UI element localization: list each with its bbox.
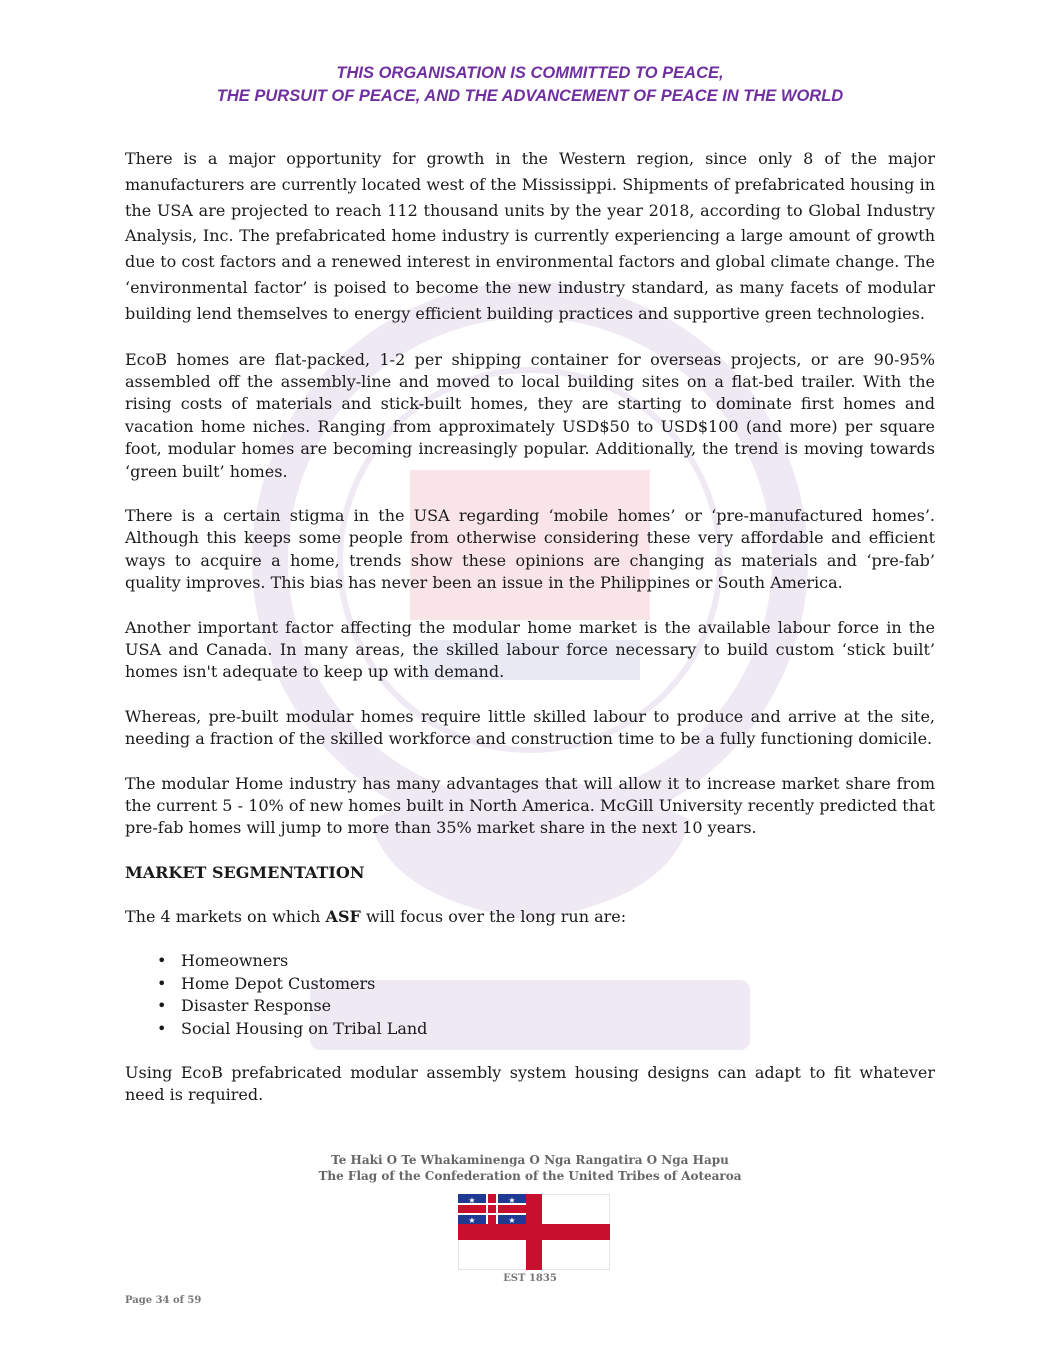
section-heading: MARKET SEGMENTATION [125,862,365,882]
document-body [125,146,935,1107]
list-item: • Homeowners [181,950,935,972]
paragraph-conclusion: Using EcoB prefabricated modular assembly system housing designs can adapt to fit whatever need is required. [125,1062,935,1105]
footer-line-2: The Flag of the Confederation of the United Tribes of Aotearoa [318,1169,742,1183]
list-item: • Social Housing on Tribal Land [181,1018,935,1040]
page-number: Page 34 of 59 [125,1295,202,1306]
svg-text:★: ★ [468,1196,476,1205]
paragraph-market-share: The modular Home industry has many advantages that will allow it to increase market share from the current 5 - 10% of new homes built in North America. McGill University recently predicted that pre-fab homes will jump to more than 35% market share in the next 10 years. [125,773,935,838]
intro-text-after: will focus over the long run are: [360,906,627,926]
list-item: • Disaster Response [181,995,935,1017]
paragraph-ecob-homes: EcoB homes are flat-packed, 1-2 per shipping container for overseas projects, or are 90-95% assembled off the assembly-line and moved to local building sites on a flat-bed trailer. With the rising costs of materials and stick-built homes, they are starting to dominate first homes and vacation home niches. Ranging from approximately USD$50 to USD$100 (and more) per square foot, modular homes are becoming increasingly popular. Additionally, the trend is moving towards ‘green built’ homes. [125,349,935,481]
footer-line-1: Te Haki O Te Whakaminenga O Nga Rangatira O Nga Hapu [331,1153,729,1167]
established-label: EST 1835 [503,1273,557,1284]
svg-text:★: ★ [508,1196,516,1205]
paragraph-labour: Another important factor affecting the modular home market is the available labour force in the USA and Canada. In many areas, the skilled labour force necessary to build custom ‘stick built’ homes isn't adequate to keep up with demand. [125,617,935,682]
markets-intro [125,906,935,928]
svg-text:★: ★ [508,1216,516,1225]
list-item: • Home Depot Customers [181,973,935,995]
header-line-2: THE PURSUIT OF PEACE, AND THE ADVANCEMENT OF PEACE IN THE WORLD [216,87,844,105]
page-header [0,62,1060,108]
intro-text-before: The 4 markets on which [125,906,326,926]
paragraph-growth: There is a major opportunity for growth in the Western region, since only 8 of the major manufacturers are currently located west of the Mississippi. Shipments of prefabricated housing in the USA are projected to reach 112 thousand units by the year 2018, according to Global Industry Analysis, Inc. The prefabricated home industry is currently experiencing a large amount of growth due to cost factors and a renewed interest in environmental factors and global climate change. The ‘environmental factor’ is poised to become the new industry standard, as many facets of modular building lend themselves to energy efficient building practices and supportive green technologies. [125,149,935,323]
page-footer [0,1152,1060,1184]
paragraph-prebuilt: Whereas, pre-built modular homes require little skilled labour to produce and arrive at the site, needing a fraction of the skilled workforce and construction time to be a fully functioning domicile. [125,706,935,749]
united-tribes-flag-icon [458,1194,610,1270]
intro-text-bold: ASF [325,906,361,926]
header-line-1: THIS ORGANISATION IS COMMITTED TO PEACE, [336,64,724,82]
svg-text:★: ★ [468,1216,476,1225]
markets-list [125,950,935,1040]
paragraph-stigma: There is a certain stigma in the USA regarding ‘mobile homes’ or ‘pre-manufactured homes’. Although this keeps some people from otherwise considering these very affordable and efficient ways to acquire a home, trends show these opinions are changing as materials and ‘pre-fab’ quality improves. This bias has never been an issue in the Philippines or South America. [125,506,935,593]
